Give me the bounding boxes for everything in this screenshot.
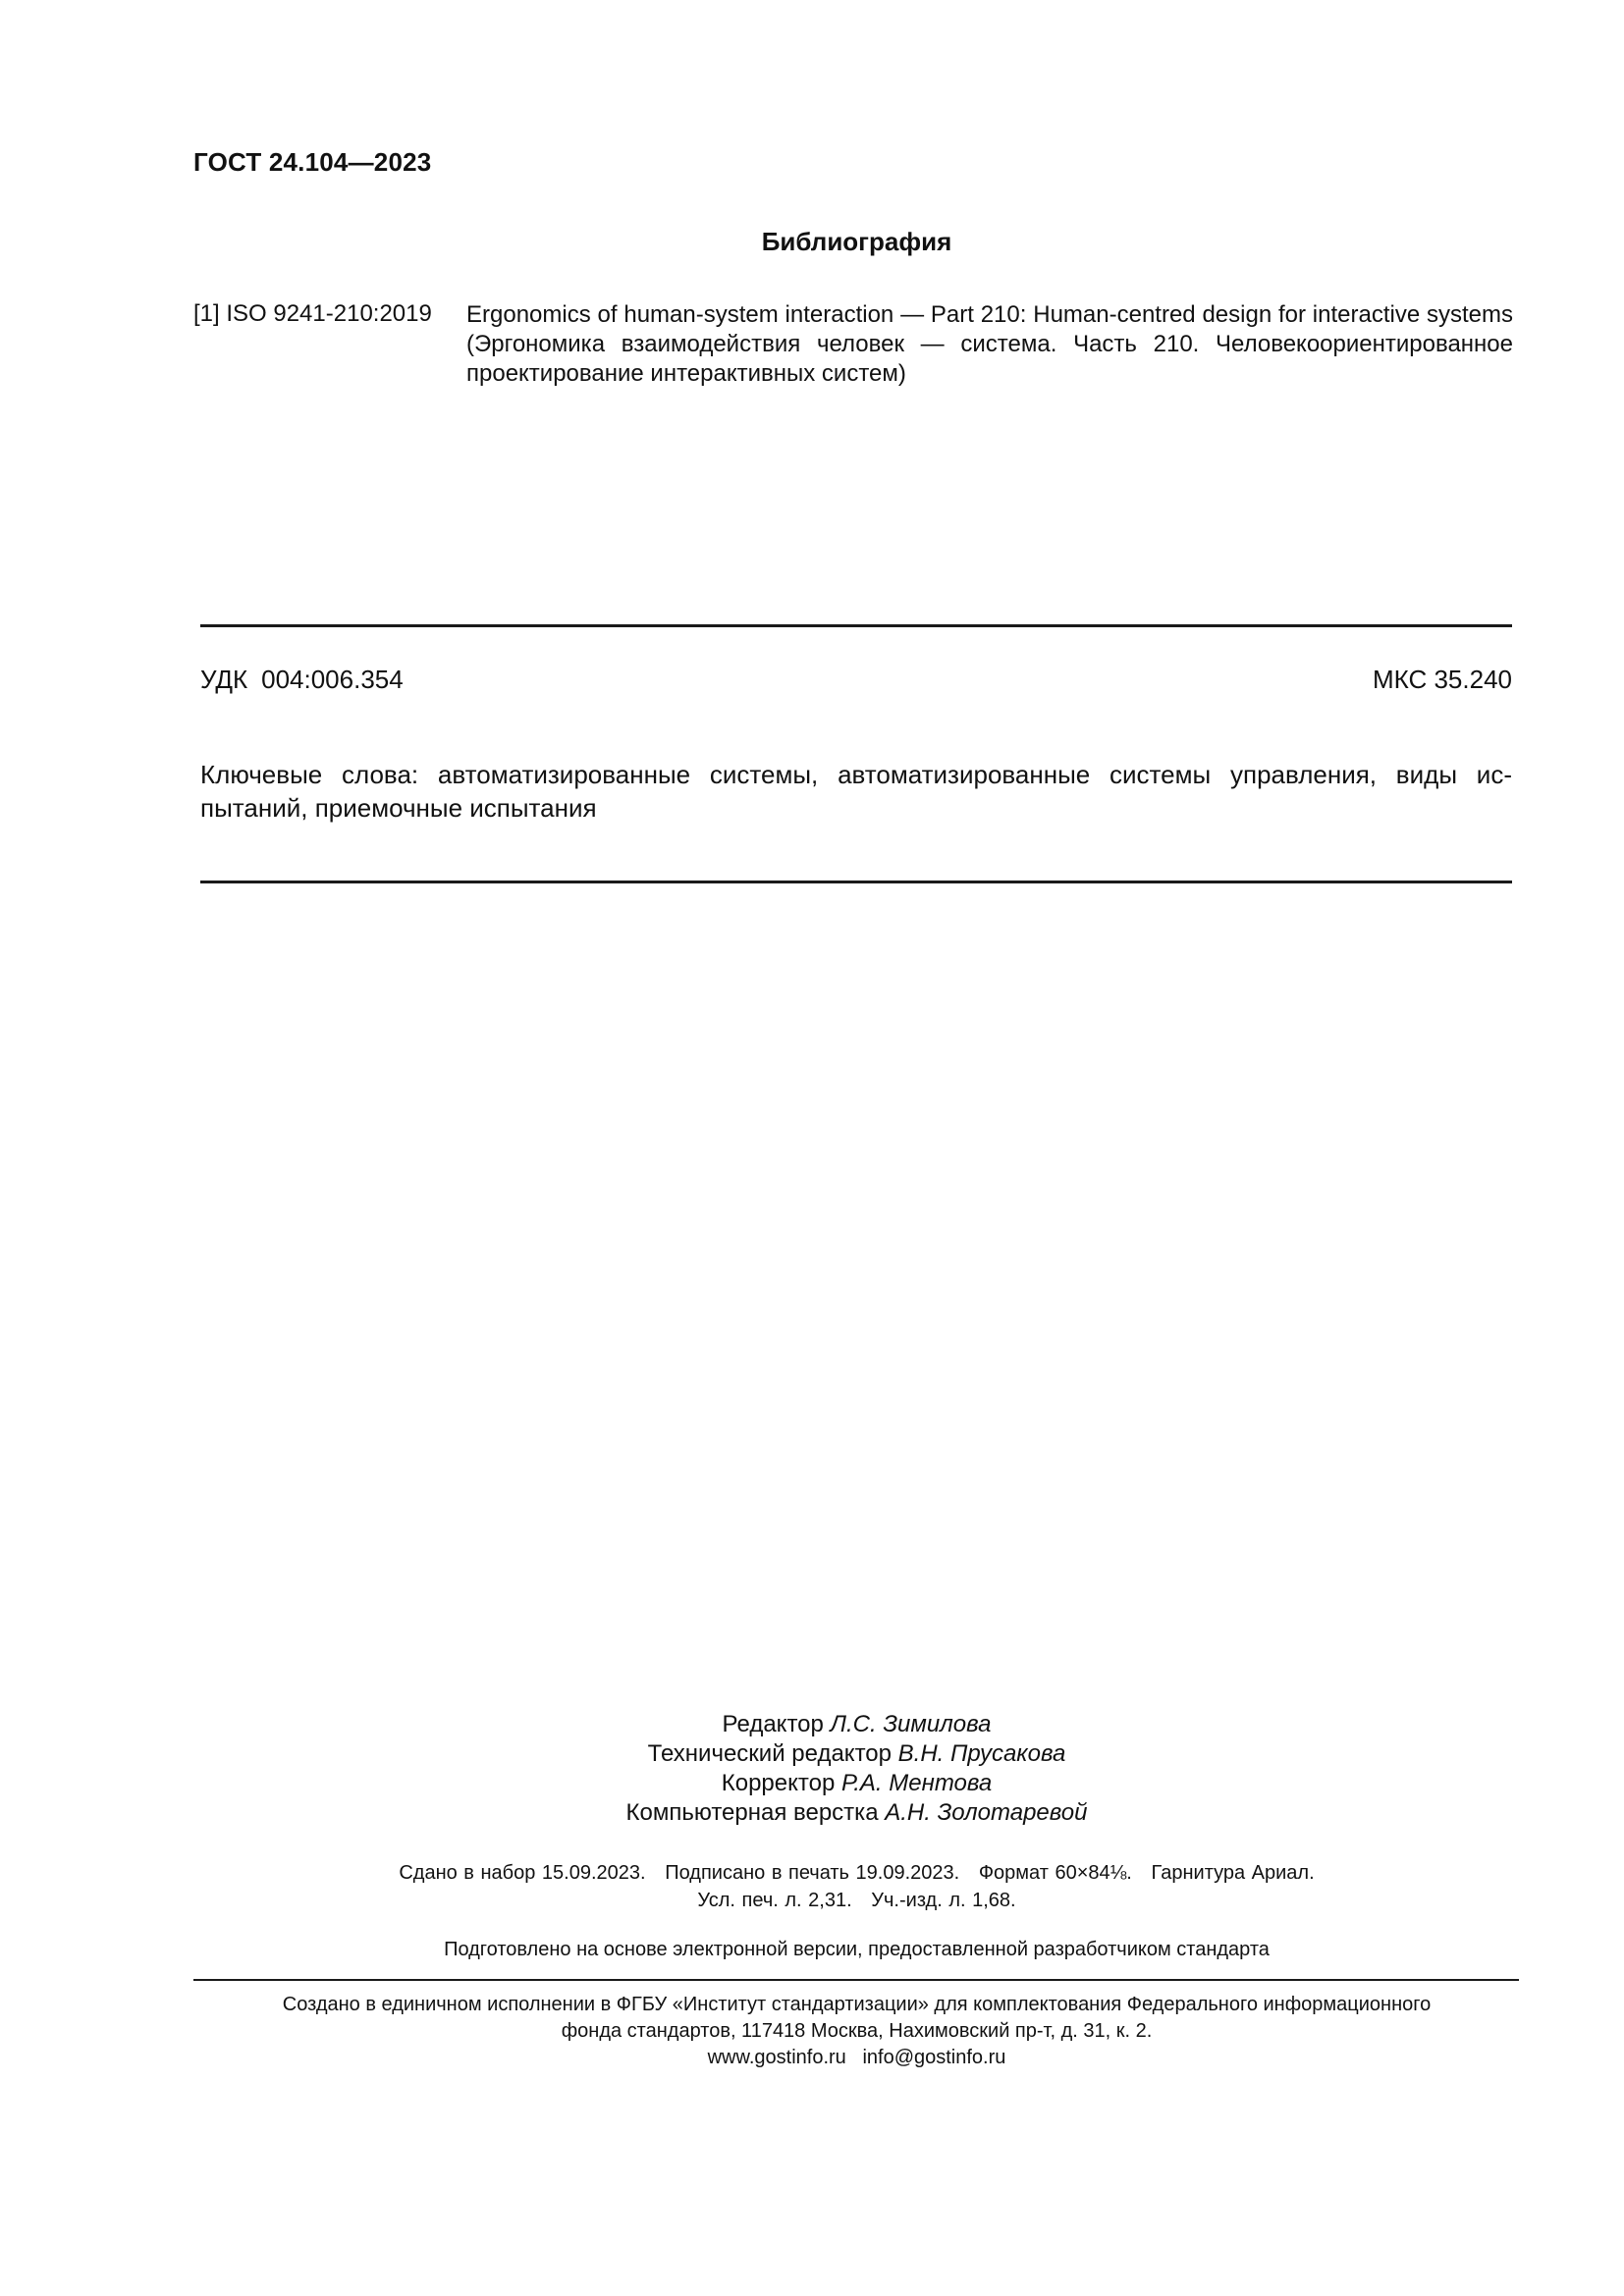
keywords: Ключевые слова: автоматизированные системы, автоматизированные системы управления, виды испытаний, приемочные испытания bbox=[200, 760, 1512, 823]
website-link[interactable]: www.gostinfo.ru bbox=[707, 2047, 846, 2068]
bibliography-ref-id: [1] ISO 9241-210:2019 bbox=[193, 300, 432, 327]
prepared-note: Подготовлено на основе электронной версии, предоставленной разработчиком стандарта bbox=[444, 1939, 1270, 1960]
standard-header: ГОСТ 24.104—2023 bbox=[193, 147, 432, 177]
print-info-line1: Сдано в набор 15.09.2023. Подписано в печать 19.09.2023. Формат 60×84⅛. Гарнитура Ариал. bbox=[399, 1862, 1315, 1884]
credit-layout: Компьютерная верстка А.Н. Золотаревой bbox=[625, 1799, 1088, 1826]
print-info bbox=[0, 1859, 1624, 1914]
udk-code: 004:006.354 bbox=[261, 665, 404, 694]
email-link[interactable]: info@gostinfo.ru bbox=[862, 2047, 1006, 2068]
footer-block bbox=[0, 1992, 1624, 2071]
print-info-line2: Усл. печ. л. 2,31. Уч.-изд. л. 1,68. bbox=[697, 1890, 1016, 1911]
bibliography-ref-text: Ergonomics of human-system interaction — Part 210: Human-centred design for interactive systems (Эргономика взаимодействия человек — система. Часть 210. Человекоориентированное проектирование интерактивных систем) bbox=[466, 301, 1513, 387]
top-rule bbox=[200, 624, 1512, 627]
udk-block bbox=[200, 665, 404, 695]
footer-contacts bbox=[0, 2045, 1624, 2071]
credit-proofreader: Корректор Р.А. Ментова bbox=[721, 1770, 993, 1796]
footer-line1: Создано в единичном исполнении в ФГБУ «Институт стандартизации» для комплектования Федерального информационного bbox=[282, 1994, 1432, 2015]
footer-line2: фонда стандартов, 117418 Москва, Нахимовский пр-т, д. 31, к. 2. bbox=[561, 2020, 1153, 2042]
udk-label: УДК bbox=[200, 665, 248, 694]
mks-code: МКС 35.240 bbox=[1372, 665, 1512, 694]
credit-editor: Редактор Л.С. Зимилова bbox=[722, 1711, 992, 1737]
bibliography-title: Библиография bbox=[761, 227, 952, 256]
credit-tech-editor: Технический редактор В.Н. Прусакова bbox=[647, 1740, 1066, 1767]
bottom-rule bbox=[200, 881, 1512, 883]
footer-rule bbox=[193, 1979, 1519, 1981]
credits-block bbox=[0, 1710, 1624, 1828]
